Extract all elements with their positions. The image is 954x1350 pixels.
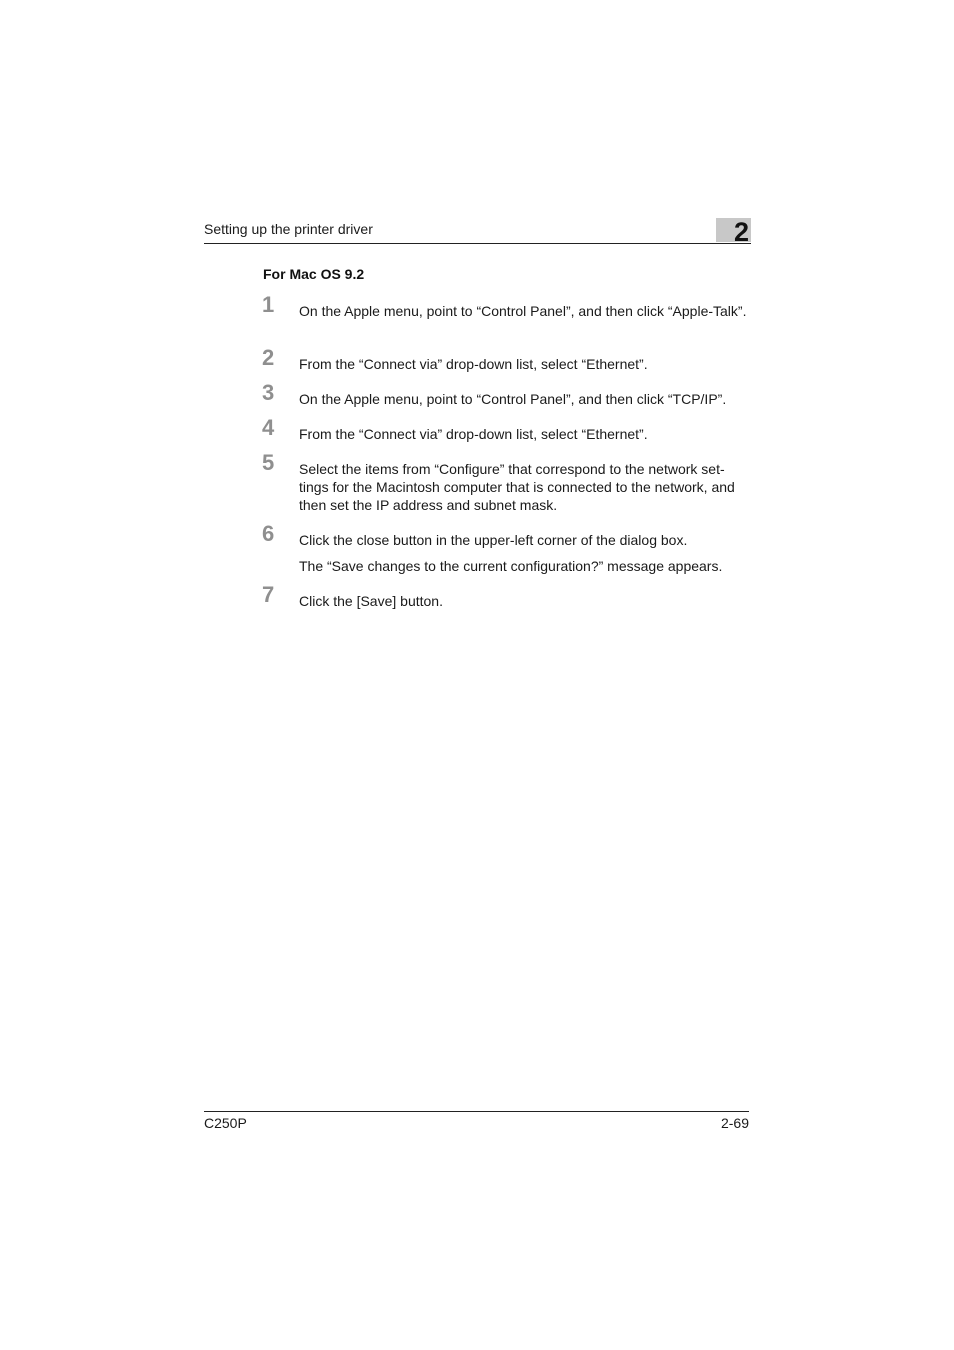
step-text: On the Apple menu, point to “Control Panel”, and then click “Apple-Talk”. (299, 303, 747, 319)
step-note: The “Save changes to the current configuration?” message appears. (299, 558, 723, 574)
footer-model: C250P (204, 1115, 247, 1131)
step-number: 4 (262, 415, 275, 440)
chapter-badge (716, 217, 751, 247)
step-text: Click the close button in the upper-left corner of the dialog box. (299, 532, 688, 548)
footer-page-number: 2-69 (720, 1115, 749, 1131)
step-text: On the Apple menu, point to “Control Panel”, and then click “TCP/IP”. (299, 391, 727, 407)
step-text: Click the [Save] button. (299, 593, 443, 609)
step-number: 2 (262, 345, 275, 370)
step-text: From the “Connect via” drop-down list, select “Ethernet”. (299, 426, 648, 442)
step-text: From the “Connect via” drop-down list, select “Ethernet”. (299, 356, 648, 372)
section-title: For Mac OS 9.2 (263, 266, 365, 282)
step-number: 6 (262, 521, 275, 546)
page-header (204, 217, 751, 247)
page-footer (204, 1111, 749, 1131)
step-number: 7 (262, 582, 275, 607)
header-title: Setting up the printer driver (204, 221, 373, 237)
step-text: Select the items from “Configure” that correspond to the network set-tings for the Macintosh computer that is connected to the network, and then set the IP address and subnet mask. (299, 461, 735, 513)
chapter-number: 2 (733, 217, 749, 247)
step-number: 1 (262, 292, 275, 317)
step-number: 5 (262, 450, 275, 475)
step-number: 3 (262, 380, 275, 405)
